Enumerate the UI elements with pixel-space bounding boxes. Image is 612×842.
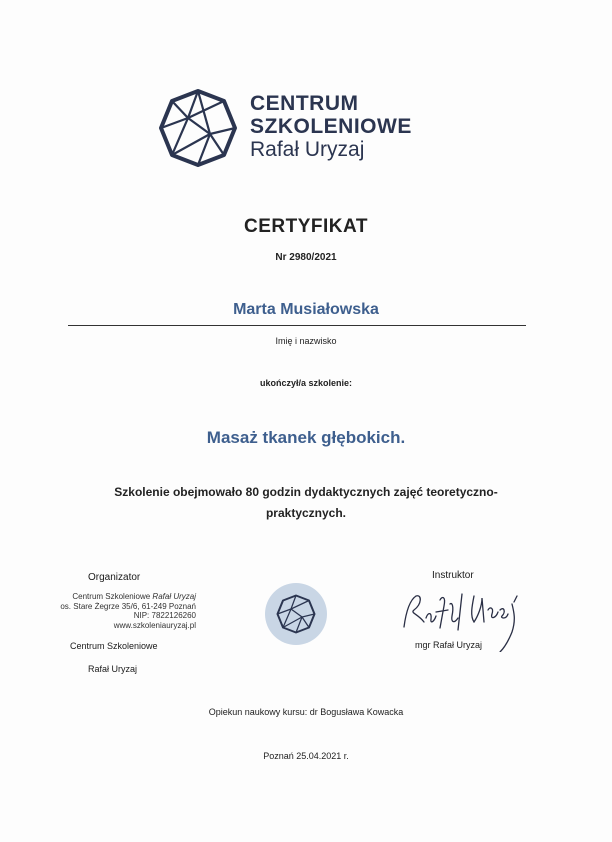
stamp-line4: www.szkoleniauryzaj.pl: [113, 620, 196, 630]
seal-stamp: [265, 583, 327, 645]
stamp-line3: NIP: 7822126260: [133, 611, 196, 620]
stamp-line2: os. Stare Żegrze 35/6, 61-249 Poznań: [60, 601, 196, 611]
completed-text: ukończył/a szkolenie:: [259, 378, 353, 388]
stamp-line1: [56, 592, 196, 602]
name-caption: Imię i nazwisko: [275, 336, 337, 346]
stamp-line1-a: Centrum Szkoleniowe: [72, 592, 153, 601]
logo-text: [250, 92, 412, 162]
course-title: Masaż tkanek głębokich.: [206, 428, 406, 447]
description-line1: Szkolenie obejmowało 80 godzin dydaktycznych zajęć teoretyczno-: [114, 485, 498, 499]
place-date: Poznań 25.04.2021 r.: [263, 751, 349, 761]
instructor-label: Instruktor: [432, 570, 474, 581]
recipient-name: Marta Musiałowska: [233, 301, 379, 318]
name-underline: [68, 325, 526, 326]
supervisor-text: Opiekun naukowy kursu: dr Bogusława Kowacka: [208, 707, 404, 717]
organizer-stamp: [56, 592, 196, 630]
logo-line3: Rafał Uryzaj: [250, 138, 365, 161]
certificate-number: Nr 2980/2021: [275, 252, 337, 263]
logo-line1: CENTRUM: [250, 92, 359, 115]
logo: [158, 88, 448, 168]
logo-line2: SZKOLENIOWE: [250, 115, 412, 138]
description-line2: praktycznych.: [265, 506, 347, 520]
certificate-title: CERTYFIKAT: [244, 216, 368, 237]
logo-polygon-icon: [158, 88, 238, 168]
organizer-person: Rafał Uryzaj: [88, 664, 138, 674]
course-description: [0, 482, 612, 524]
seal-polygon-icon: [276, 594, 316, 634]
organizer-name: Centrum Szkoleniowe: [70, 641, 158, 651]
stamp-line1-b: Rafał Uryzaj: [152, 592, 196, 601]
instructor-name: mgr Rafał Uryzaj: [415, 640, 483, 650]
organizer-label: Organizator: [88, 572, 141, 583]
